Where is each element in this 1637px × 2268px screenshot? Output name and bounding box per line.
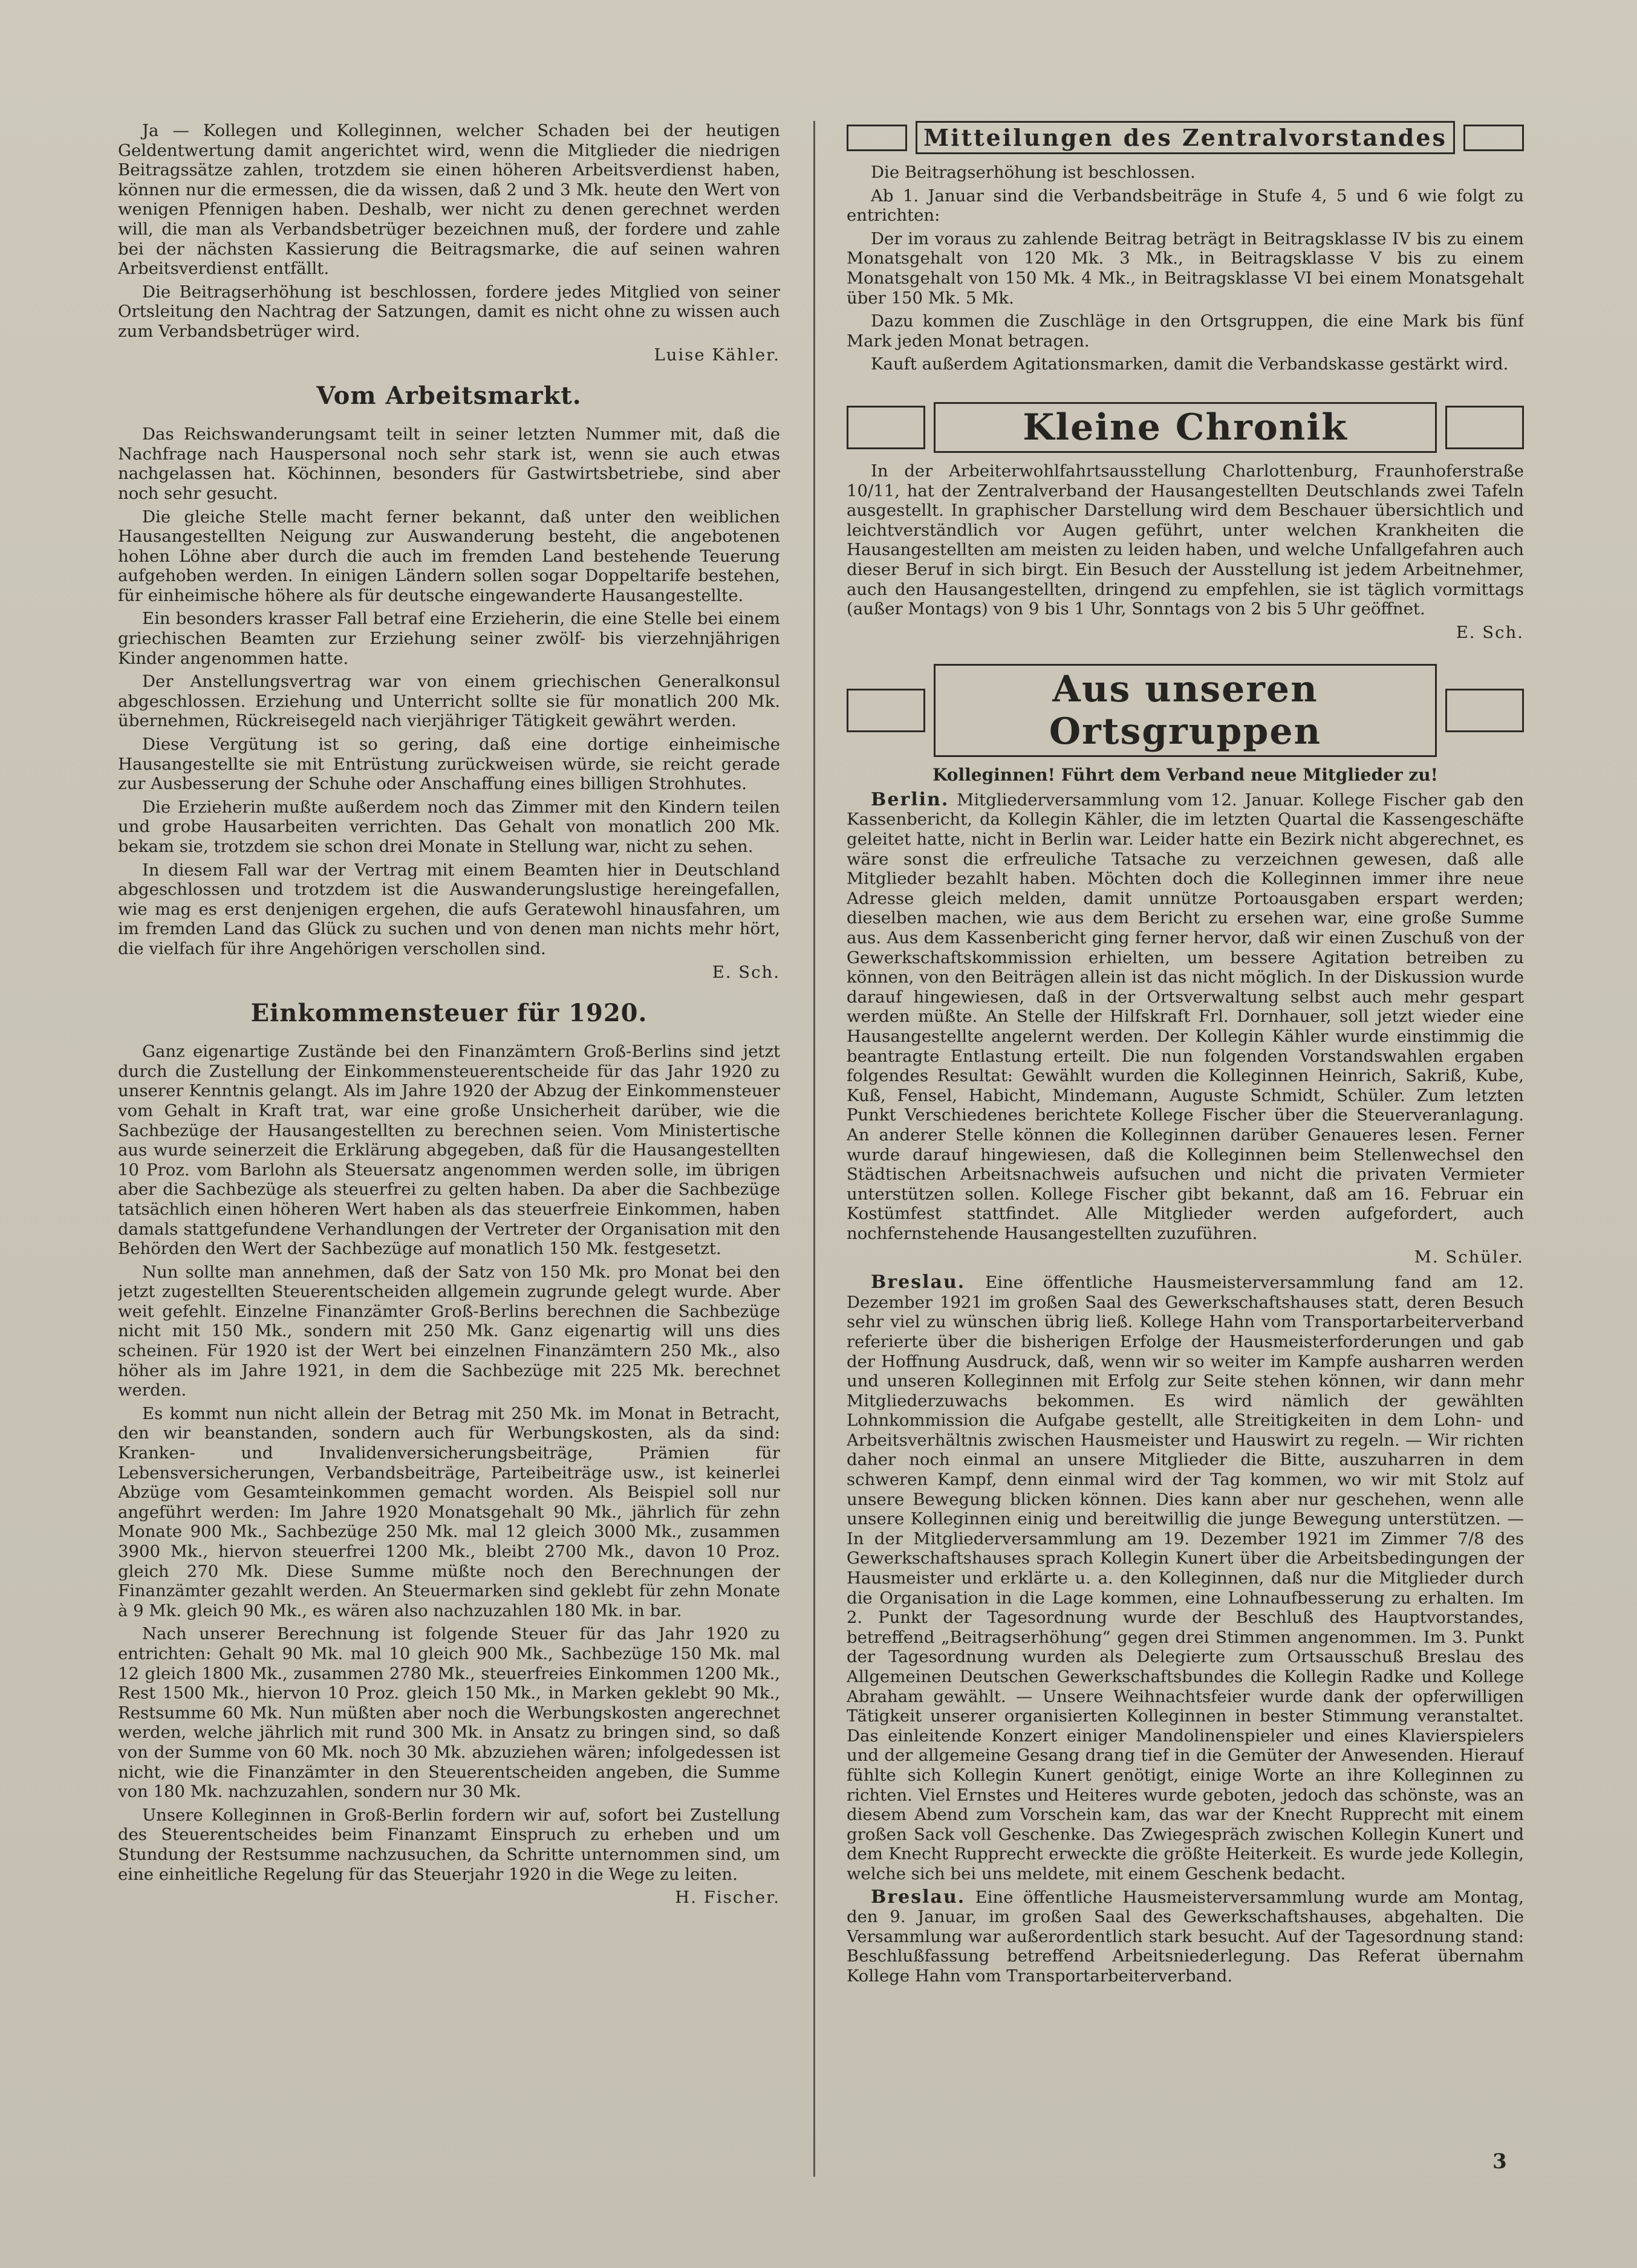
arbeitsmarkt-signature: E. Sch. xyxy=(712,962,780,982)
left-column xyxy=(118,121,780,2201)
zentralvorstand-paragraph: Der im voraus zu zahlende Beitrag beträgt in Beitragsklasse IV bis zu einem Monatsgehalt von 120 Mk. 3 Mk., in Beitragsklasse V bis zu einem Monatsgehalt von 150 Mk. 4 Mk., in Beitragsklasse VI bei einem Monatsgehalt über 150 Mk. 5 Mk. xyxy=(847,229,1524,308)
breslau-text: Eine öffentliche Hausmeisterversammlung wurde am Montag, den 9. Januar, im großen Saal des Gewerkschaftshauses, abgehalten. Die Versammlung war außerordentlich stark besucht. Auf der Tagesordnung stand: Beschlußfassung betreffend Arbeitsniederlegung. Das Referat übernahm Kollege Hahn vom Transportarbeiterverband. xyxy=(847,1887,1524,1986)
chronik-paragraph: In der Arbeiterwohlfahrtsausstellung Charlottenburg, Fraunhoferstraße 10/11, hat der Zentralverband der Hausangestellten Deutschlands zwei Tafeln ausgestellt. In graphischer Darstellung wird dem Beschauer übersichtlich und leichtverständlich vor Augen geführt, unter welchen Krankheiten die Hausangestellten am meisten zu leiden haben, und welche Unfallgefahren auch dieser Beruf in sich birgt. Ein Besuch der Ausstellung ist jedem Arbeitnehmer, auch den Hausangestellten, dringend zu empfehlen, sie ist täglich vormittags (außer Montags) von 9 bis 1 Uhr, Sonntags von 2 bis 5 Uhr geöffnet. xyxy=(847,461,1524,619)
intro-paragraph: Die Beitragserhöhung ist beschlossen, fordere jedes Mitglied von seiner Ortsleitung den Nachtrag der Satzungen, damit es nicht ohne zu wissen auch zum Verbandsbetrüger wird. xyxy=(118,282,780,341)
zentralvorstand-heading: Mitteilungen des Zentralvorstandes xyxy=(916,121,1455,154)
breslau-report xyxy=(847,1888,1524,1986)
right-column xyxy=(847,121,1524,2201)
arbeitsmarkt-paragraph: Die gleiche Stelle macht ferner bekannt, daß unter den weiblichen Hausangestellten Neigung zur Auswanderung besteht, die angebotenen hohen Löhne aber durch die auch im fremden Land bestehende Teuerung aufgehoben werden. In einigen Ländern sollen sogar Doppeltarife bestehen, für einheimische höhere als für deutsche eingewanderte Hausangestellte. xyxy=(118,507,780,605)
arbeitsmarkt-paragraph: Diese Vergütung ist so gering, daß eine dortige einheimische Hausangestellte sie mit Entrüstung zurückweisen würde, sie reicht gerade zur Ausbesserung der Schuhe oder Anschaffung eines billigen Strohhutes. xyxy=(118,735,780,794)
arbeitsmarkt-paragraph: Ein besonders krasser Fall betraf eine Erzieherin, die eine Stelle bei einem griechischen Beamten zur Erziehung seiner zwölf- bis vierzehnjährigen Kinder angenommen hatte. xyxy=(118,609,780,668)
chronik-banner xyxy=(847,402,1524,453)
arbeitsmarkt-paragraph: Die Erzieherin mußte außerdem noch das Zimmer mit den Kindern teilen und grobe Hausarbeiten verrichten. Das Gehalt von monatlich 200 Mk. bekam sie, trotzdem sie schon drei Monate in Stellung war, nicht zu sehen. xyxy=(118,797,780,856)
breslau-report xyxy=(847,1273,1524,1883)
einkommensteuer-paragraph: Es kommt nun nicht allein der Betrag mit 250 Mk. im Monat in Betracht, den wir beanstanden, sondern auch für Werbungskosten, als da sind: Kranken- und Invalidenversicherungsbeiträge, Prämien für Lebensversicherungen, Verbandsbeiträge, Parteibeiträge usw., ist keinerlei Abzüge vom Gesamteinkommen gemacht worden. Als Beispiel soll nur angeführt werden: Im Jahre 1920 Monatsgehalt 90 Mk., jährlich für zehn Monate 900 Mk., Sachbezüge 250 Mk. mal 12 gleich 3000 Mk., zusammen 3900 Mk., hiervon steuerfrei 1200 Mk., bleibt 2700 Mk., davon 10 Proz. gleich 270 Mk. Diese Summe müßte noch den Berechnungen der Finanzämter gezahlt werden. An Steuermarken sind geklebt für zehn Monate à 9 Mk. gleich 90 Mk., es wären also nachzuzahlen 180 Mk. in bar. xyxy=(118,1403,780,1620)
berlin-signature: M. Schüler. xyxy=(1414,1247,1524,1267)
einkommensteuer-paragraph: Nach unserer Berechnung ist folgende Steuer für das Jahr 1920 zu entrichten: Gehalt 90 Mk. mal 10 gleich 900 Mk., Sachbezüge 150 Mk. mal 12 gleich 1800 Mk., zusammen 2780 Mk., steuerfreies Einkommen 1200 Mk., Rest 1500 Mk., hiervon 10 Proz. gleich 150 Mk., in Marken geklebt 90 Mk., Restsumme 60 Mk. Nun müßten aber noch die Werbungskosten angerechnet werden, welche jährlich mit rund 300 Mk. in Ansatz zu bringen sind, so daß von der Summe von 60 Mk. noch 30 Mk. abzuziehen wären; infolgedessen ist nicht, wie die Finanzämter in den Steuerentscheiden angeben, die Summe von 180 Mk. nachzuzahlen, sondern nur 30 Mk. xyxy=(118,1624,780,1802)
banner-ornament xyxy=(1445,406,1524,449)
zentralvorstand-paragraph: Die Beitragserhöhung ist beschlossen. xyxy=(871,163,1196,182)
intro-signature: Luise Kähler. xyxy=(654,345,780,365)
einkommensteuer-heading: Einkommensteuer für 1920. xyxy=(250,999,648,1028)
berlin-city: Berlin. xyxy=(871,788,949,810)
einkommensteuer-paragraph: Ganz eigenartige Zustände bei den Finanzämtern Groß-Berlins sind jetzt durch die Zustellung der Einkommensteuerentscheide für das Jahr 1920 zu unserer Kenntnis gelangt. Als im Jahre 1920 der Abzug der Einkommensteuer vom Gehalt in Kraft trat, war eine große Unsicherheit darüber, wie die Sachbezüge der Hausangestellten zu berechnen seien. Vom Ministertische aus wurde seinerzeit die Erklärung abgegeben, daß für die Hausangestellten 10 Proz. vom Barlohn als Steuersatz angenommen werden solle, im übrigen aber die Sachbezüge als steuerfrei zu gelten haben. Da aber die Sachbezüge tatsächlich einen höheren Wert haben als das steuerfreie Einkommen, haben damals stattgefundene Verhandlungen der Vertreter der Organisation mit den Behörden den Wert der Sachbezüge auf monatlich 150 Mk. festgesetzt. xyxy=(118,1042,780,1259)
einkommensteuer-paragraph: Nun sollte man annehmen, daß der Satz von 150 Mk. pro Monat bei den jetzt zugestellten Steuerentscheiden allgemein zugrunde gelegt wurde. Aber weit gefehlt. Einzelne Finanzämter Groß-Berlins berechnen die Sachbezüge nicht mit 150 Mk., sondern mit 250 Mk. Ganz eigenartig will uns dies scheinen. Für 1920 ist der Wert bei einzelnen Finanzämtern 250 Mk., also höher als im Jahre 1921, in dem die Sachbezüge mit 225 Mk. berechnet werden. xyxy=(118,1262,780,1400)
banner-ornament xyxy=(1445,689,1524,732)
page-number: 3 xyxy=(1492,2149,1507,2174)
berlin-text: Mitgliederversammlung vom 12. Januar. Kollege Fischer gab den Kassenbericht, da Kollegin Kähler, die im letzten Quartal die Kassengeschäfte geleitet hatte, nicht in Berlin war. Leider hatte ein Bezirk nicht abgerechnet, es wäre sonst die erfreuliche Tatsache zu verzeichnen gewesen, daß alle Mitglieder bezahlt haben. Möchten doch die Kolleginnen immer ihre neue Adresse gleich melden, damit unnütze Portoausgaben erspart werden; dieselben machen, wie aus dem Bericht zu ersehen war, eine große Summe aus. Aus dem Kassenbericht ging ferner hervor, daß wir einen Zuschuß von der Gewerkschaftskommission erhielten, um bessere Agitation betreiben zu können, von den Beiträgen allein ist das nicht möglich. In der Diskussion wurde darauf hingewiesen, daß in der Ortsverwaltung selbst auch mehr gespart werden müßte. An Stelle der Hilfskraft Frl. Dornhauer, soll jetzt wieder eine Hausangestellte angelernt werden. Der Kollegin Kähler wurde einstimmig die beantragte Entlastung erteilt. Die nun folgenden Vorstandswahlen ergaben folgendes Resultat: Gewählt wurden die Kolleginnen Heinrich, Sakriß, Kube, Kuß, Fensel, Habicht, Mindemann, Auguste Schmidt, Schüler. Zum letzten Punkt Verschiedenes berichtete Kollege Fischer über die Steuerveranlagung. An anderer Stelle können die Kolleginnen darüber Genaueres lesen. Ferner wurde darauf hingewiesen, daß die Kolleginnen beim Stellenwechsel den Städtischen Arbeitsnachweis aufsuchen und nicht die privaten Vermieter unterstützen sollen. Kollege Fischer gibt bekannt, daß am 16. Februar ein Kostümfest stattfindet. Alle Mitglieder werden aufgefordert, auch nochfernstehende Hausangestellten zuzuführen. xyxy=(847,790,1524,1243)
zentralvorstand-paragraph: Kauft außerdem Agitationsmarken, damit die Verbandskasse gestärkt wird. xyxy=(871,354,1509,374)
arbeitsmarkt-paragraph: Das Reichswanderungsamt teilt in seiner letzten Nummer mit, daß die Nachfrage nach Hauspersonal noch sehr stark ist, wenn sie auch etwas nachgelassen hat. Köchinnen, besonders für Gastwirtsbetriebe, sind aber noch sehr gesucht. xyxy=(118,424,780,503)
banner-ornament xyxy=(847,689,925,732)
banner-ornament xyxy=(847,406,925,449)
breslau-text: Eine öffentliche Hausmeisterversammlung fand am 12. Dezember 1921 im großen Saal des Gewerkschaftshauses statt, deren Besuch sehr viel zu wünschen übrig ließ. Kollege Hahn vom Transportarbeiterverband referierte über die bisherigen Erfolge der Hausmeisterforderungen und gab der Hoffnung Ausdruck, daß, wenn wir so weiter im Kampfe ausharren werden und unseren Kolleginnen mit Erfolg zur Seite stehen können, wir dann mehr Mitgliederzuwachs bekommen. Es wird nämlich der gewählten Lohnkommission die Aufgabe gestellt, alle Streitigkeiten in dem Lohn- und Arbeitsverhältnis zwischen Hausmeister und Hauswirt zu regeln. — Wir richten daher noch einmal an unsere Mitglieder die Bitte, auszuharren in dem schweren Kampf, denn einmal wird der Tag kommen, wo wir mit Stolz auf unsere Bewegung blicken können. Dies kann aber nur geschehen, wenn alle unsere Kolleginnen einig und bereitwillig die junge Bewegung unterstützen. — In der Mitgliederversammlung am 19. Dezember 1921 im Zimmer 7/8 des Gewerkschaftshauses sprach Kollegin Kunert über die Arbeitsbedingungen der Hausmeister und erklärte u. a. den Kolleginnen, daß nur die Mitglieder durch die Organisation in die Lage kommen, eine Lohnaufbesserung zu erhalten. Im 2. Punkt der Tagesordnung wurde der Beschluß des Hauptvorstandes, betreffend „Beitragserhöhung“ gegen drei Stimmen angenommen. Im 3. Punkt der Tagesordnung wurden als Delegierte zum Ortsausschuß Breslau des Allgemeinen Deutschen Gewerkschaftsbundes die Kollegin Radke und Kollege Abraham gewählt. — Unsere Weihnachtsfeier wurde dank der opferwilligen Tätigkeit unserer organisierten Kolleginnen in bester Stimmung veranstaltet. Das einleitende Konzert einiger Mandolinenspieler und eines Klavierspielers und der allgemeine Gesang drang tief in die Gemüter der Anwesenden. Hierauf fühlte sich Kollegin Kunert genötigt, einige Worte an ihre Kolleginnen zu richten. Viel Ernstes und Heiteres wurde geboten, jedoch das schönste, was an diesem Abend zum Vorschein kam, das war der Knecht Rupprecht mit einem großen Sack voll Geschenke. Das Zwiegespräch zwischen Kollegin Kunert und dem Knecht Rupprecht erweckte die größte Heiterkeit. Es wurde jede Kollegin, welche sich bei uns meldete, mit einem Geschenk bedacht. xyxy=(847,1273,1524,1883)
breslau-city: Breslau. xyxy=(871,1272,966,1293)
chronik-heading: Kleine Chronik xyxy=(934,402,1437,453)
arbeitsmarkt-paragraph: In diesem Fall war der Vertrag mit einem Beamten hier in Deutschland abgeschlossen und trotzdem ist die Auswanderungslustige hereingefallen, wie mag es erst denjenigen ergehen, die aufs Geratewohl hinausfahren, um im fremden Land das Glück zu suchen und von denen man nichts mehr hört, die vielfach für ihre Angehörigen verschollen sind. xyxy=(118,860,780,958)
arbeitsmarkt-paragraph: Der Anstellungsvertrag war von einem griechischen Generalkonsul abgeschlossen. Erziehung und Unterricht sollte sie für monatlich 200 Mk. übernehmen, Rückreisegeld nach vierjähriger Tätigkeit gewährt werden. xyxy=(118,672,780,731)
banner-ornament xyxy=(847,125,907,151)
chronik-signature: E. Sch. xyxy=(1456,622,1524,642)
einkommensteuer-signature: H. Fischer. xyxy=(675,1888,780,1908)
arbeitsmarkt-heading: Vom Arbeitsmarkt. xyxy=(316,382,582,411)
breslau-city: Breslau. xyxy=(871,1886,966,1908)
zentralvorstand-paragraph: Ab 1. Januar sind die Verbandsbeiträge in Stufe 4, 5 und 6 wie folgt zu entrichten: xyxy=(847,186,1524,226)
zentralvorstand-banner xyxy=(847,121,1524,154)
banner-ornament xyxy=(1463,125,1524,151)
ortsgruppen-heading: Aus unseren Ortsgruppen xyxy=(934,664,1437,757)
ortsgruppen-banner xyxy=(847,664,1524,757)
intro-paragraph: Ja — Kollegen und Kolleginnen, welcher Schaden bei der heutigen Geldentwertung damit angerichtet wird, wenn die Mitglieder die niedrigen Beitragssätze zahlen, trotzdem sie einen höheren Arbeitsverdienst haben, können nur die ermessen, die da wissen, daß 2 und 3 Mk. heute den Wert von wenigen Pfennigen haben. Deshalb, wer nicht zu denen gerechnet werden will, die man als Verbandsbetrüger bezeichnen muß, der fordere und zahle bei der nächsten Kassierung die Beitragsmarke, die auf seinen wahren Arbeitsverdienst entfällt. xyxy=(118,121,780,279)
zentralvorstand-paragraph: Dazu kommen die Zuschläge in den Ortsgruppen, die eine Mark bis fünf Mark jeden Monat betragen. xyxy=(847,311,1524,351)
ortsgruppen-slogan: Kolleginnen! Führt dem Verband neue Mitglieder zu! xyxy=(932,765,1438,785)
column-divider xyxy=(813,121,815,2177)
einkommensteuer-paragraph: Unsere Kolleginnen in Groß-Berlin fordern wir auf, sofort bei Zustellung des Steuerentscheides beim Finanzamt Einspruch zu erheben und um Stundung der Restsumme nachzusuchen, da Schritte unternommen sind, um eine einheitliche Regelung für das Steuerjahr 1920 in die Wege zu leiten. xyxy=(118,1805,780,1884)
berlin-report xyxy=(847,790,1524,1244)
